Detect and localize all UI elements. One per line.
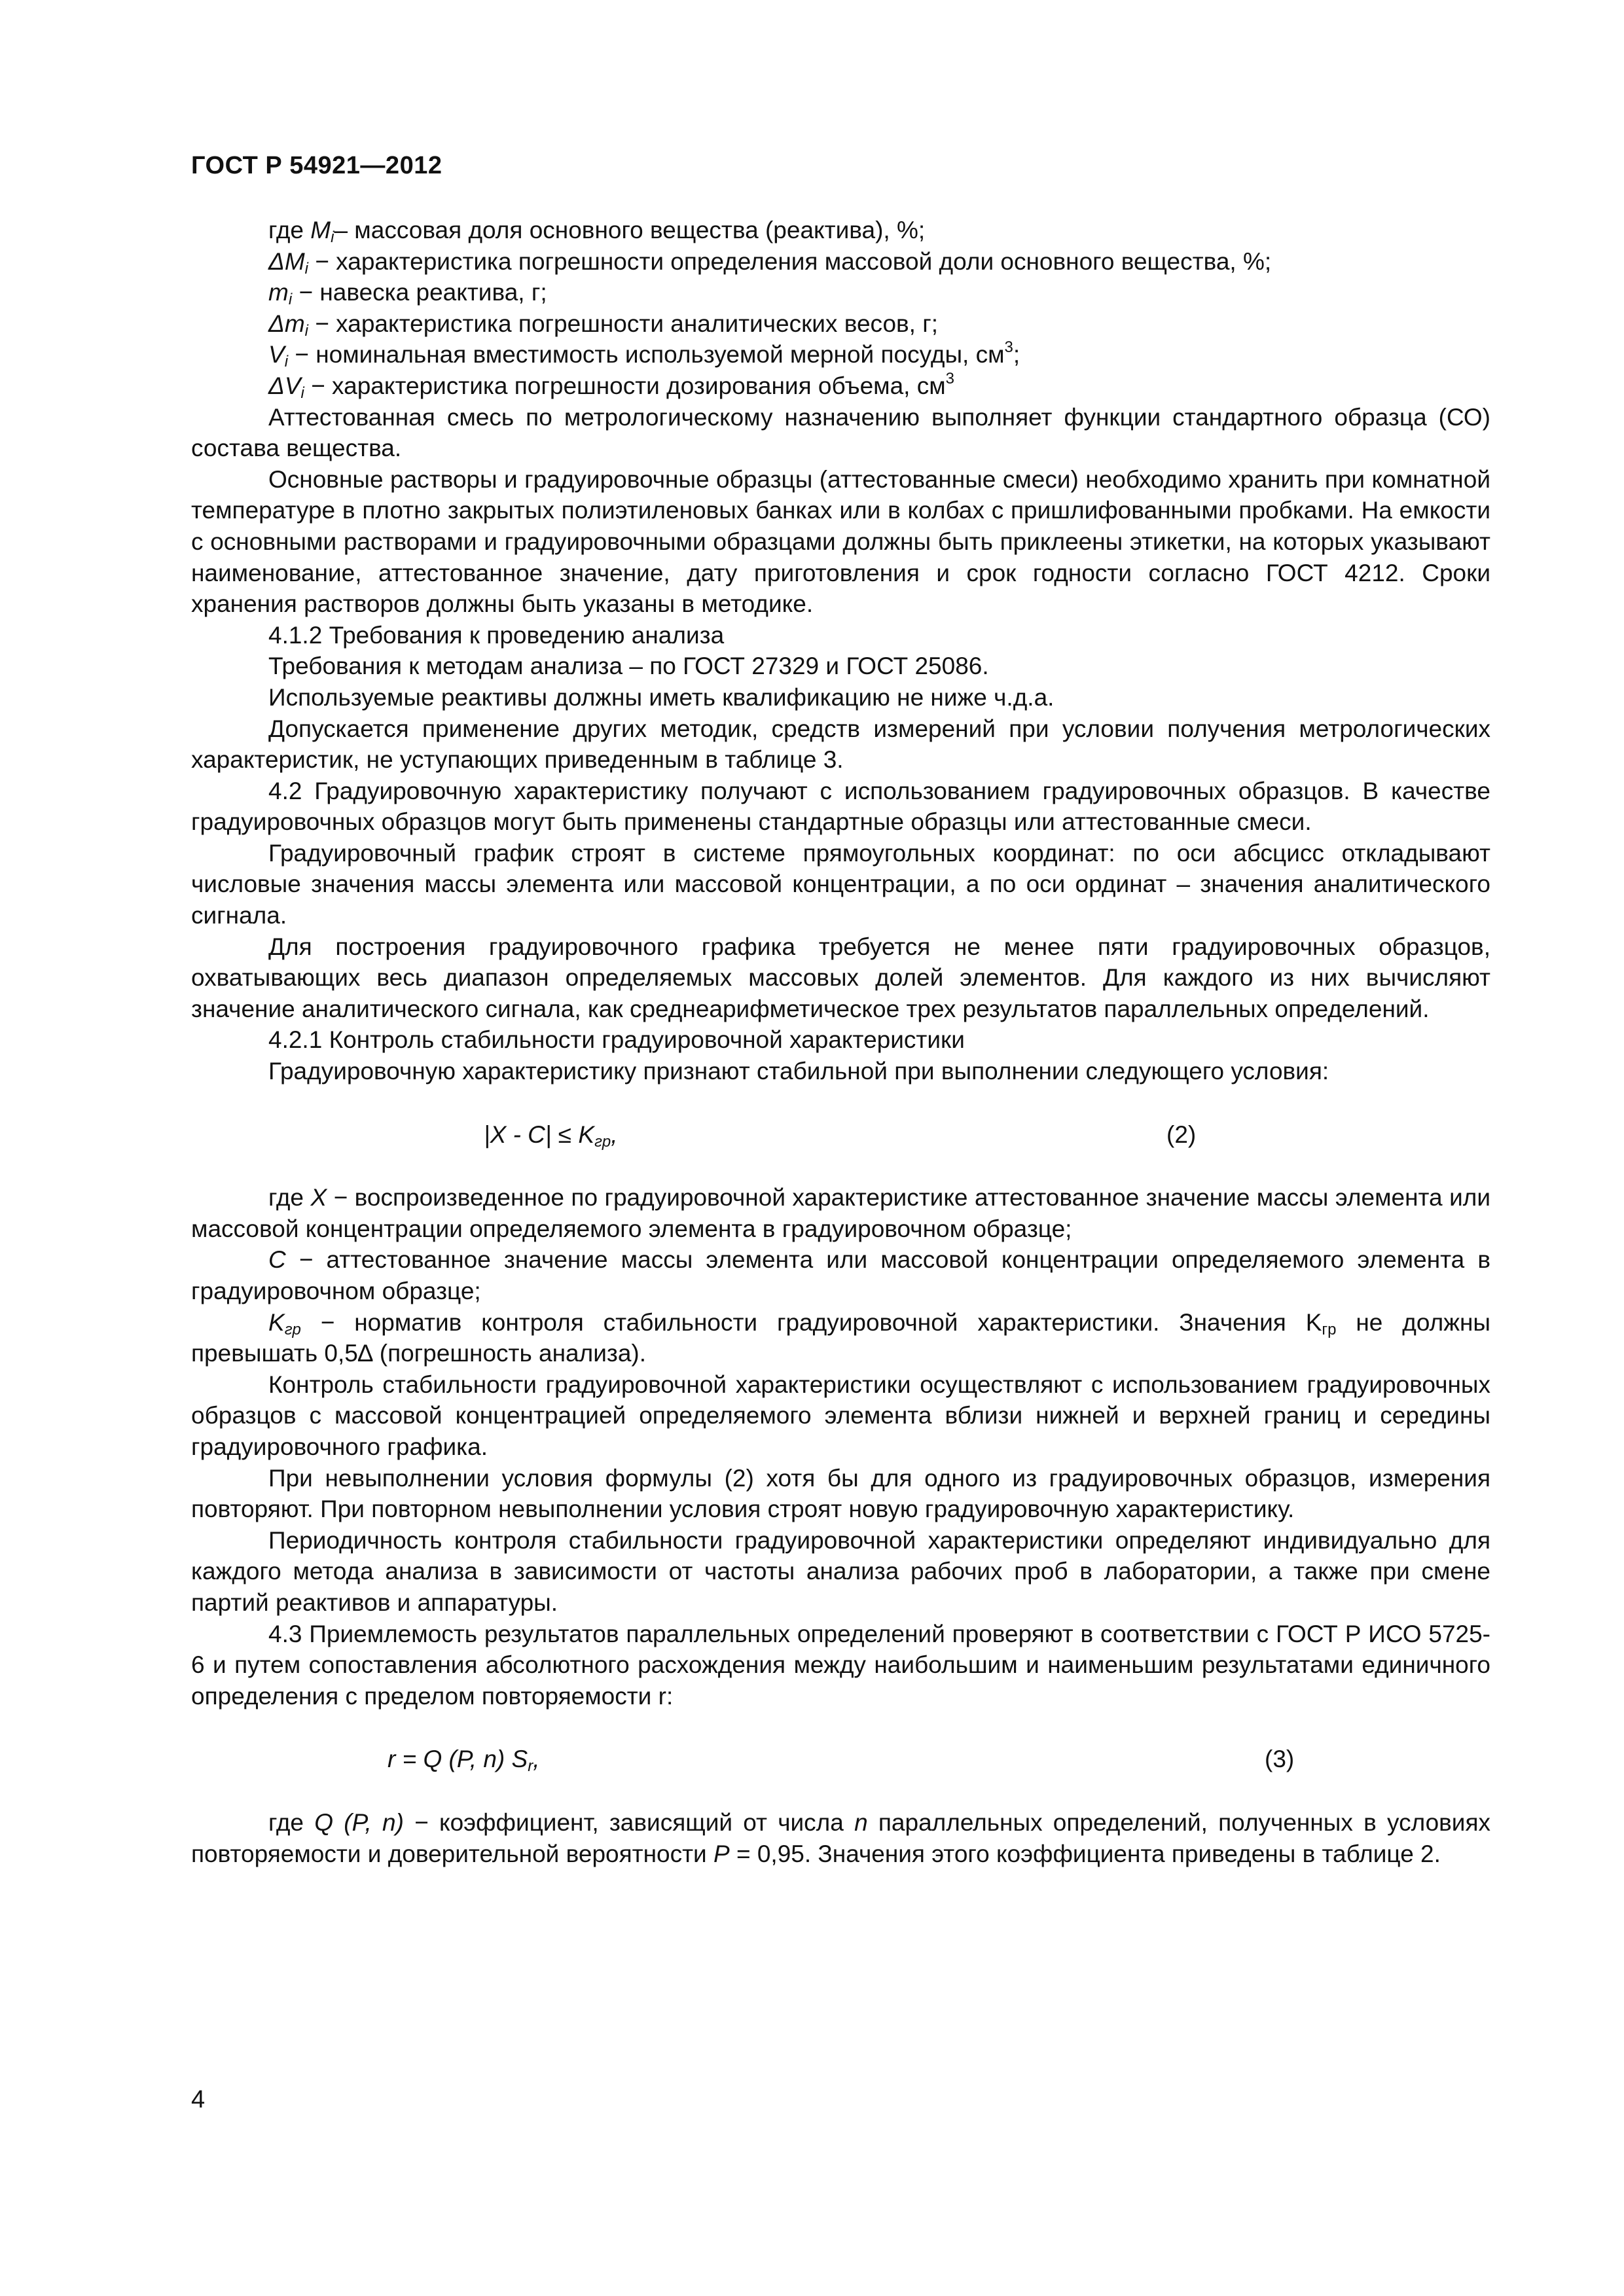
paragraph: При невыполнении условия формулы (2) хотя бы для одного из градуировочных образцов, измерения повторяют. При повторном невыполнении условия строят новую градуировочную характеристику. (191, 1464, 1490, 1523)
formula-3-number: (3) (1265, 1746, 1295, 1773)
paragraph: Контроль стабильности градуировочной характеристики осуществляют с использованием градуировочных образцов с массовой концентрацией определяемого элемента вблизи нижней и верхней границ и середины градуировочного графика. (191, 1371, 1490, 1460)
definition-delta-volume: $\Delta V_i$ − характеристика погрешности дозирования объема, $см^3$ (268, 369, 955, 402)
paragraph: Периодичность контроля стабильности градуировочной характеристики определяют индивидуально для каждого метода анализа в зависимости от частоты анализа рабочих проб в лаборатории, а также при смене партий реактивов и аппаратуры. (191, 1526, 1490, 1616)
formula-2-expression: $|X - C| \le K_{гр}$, (484, 1121, 618, 1151)
definition-k: $K_{гр}$ − норматив контроля стабильности градуировочной характеристики. Значения $K_{гр}$ не должны превышать 0,5∆ (погрешность анализа). (191, 1308, 1490, 1367)
definition-delta-m: $\Delta M_i$ − характеристика погрешности определения массовой доли основного вещества, %; (268, 247, 1272, 278)
formula-2-number: (2) (1166, 1121, 1197, 1148)
paragraph: Требования к методам анализа – по ГОСТ 27329 и ГОСТ 25086. (268, 653, 989, 680)
definition-m: где $M_i-$ массовая доля основного вещества (реактива), %; (268, 217, 926, 246)
formula-3-expression: r = Q (P, n) $S_r$, (388, 1746, 540, 1776)
section-heading-4-2-1: 4.2.1 Контроль стабильности градуировочной характеристики (268, 1026, 965, 1054)
formula-3 (191, 1744, 1490, 1775)
document-header: ГОСТ Р 54921—2012 (191, 152, 442, 179)
definition-c: C − аттестованное значение массы элемента или массовой концентрации определяемого элемента в градуировочном образце; (191, 1246, 1490, 1304)
definition-q: где Q (P, n) − коэффициент, зависящий от числа n параллельных определений, полученных в условиях повторяемости и доверительной вероятности P = 0,95. Значения этого коэффициента приведены в таблице 2. (191, 1808, 1491, 1867)
definition-mass: $m_i$ − навеска реактива, г; (268, 279, 547, 309)
formula-2 (191, 1119, 1490, 1151)
paragraph: Аттестованная смесь по метрологическому назначению выполняет функции стандартного образца (СО) состава вещества. (191, 403, 1490, 462)
definition-x: где X − воспроизведенное по градуировочной характеристике аттестованное значение массы элемента или массовой концентрации определяемого элемента в градуировочном образце; (191, 1184, 1490, 1242)
document-body (191, 215, 1490, 1869)
paragraph: Градуировочную характеристику признают стабильной при выполнении следующего условия: (268, 1058, 1329, 1085)
section-heading-4-1-2: 4.1.2 Требования к проведению анализа (268, 621, 725, 649)
paragraph: Градуировочный график строят в системе прямоугольных координат: по оси абсцисс откладывают числовые значения массы элемента или массовой концентрации, а по оси ординат – значения аналитического сигнала. (191, 839, 1490, 929)
section-4-2: 4.2 Градуировочную характеристику получают с использованием градуировочных образцов. В качестве градуировочных образцов могут быть применены стандартные образцы или аттестованные смеси. (191, 777, 1490, 836)
section-4-3: 4.3 Приемлемость результатов параллельных определений проверяют в соответствии с ГОСТ Р ИСО 5725-6 и путем сопоставления абсолютного расхождения между наибольшим и наименьшим результатами единичного определения с пределом повторяемости r: (191, 1620, 1490, 1710)
page-number: 4 (191, 2086, 206, 2113)
paragraph: Используемые реактивы должны иметь квалификацию не ниже ч.д.а. (268, 683, 1055, 711)
definition-volume: $V_i$ − номинальная вместимость используемой мерной посуды, $см^3$; (268, 338, 1020, 371)
definition-delta-mass: $\Delta m_i$ − характеристика погрешности аналитических весов, г; (268, 310, 939, 340)
paragraph: Допускается применение других методик, средств измерений при условии получения метрологических характеристик, не уступающих приведенным в таблице 3. (191, 715, 1490, 774)
paragraph: Для построения градуировочного графика требуется не менее пяти градуировочных образцов, охватывающих весь диапазон определяемых массовых долей элементов. Для каждого из них вычисляют значение аналитического сигнала, как среднеарифметическое трех результатов параллельных определений. (191, 933, 1490, 1022)
paragraph: Основные растворы и градуировочные образцы (аттестованные смеси) необходимо хранить при комнатной температуре в плотно закрытых полиэтиленовых банках или в колбах с пришлифованными пробками. На емкости с основными растворами и градуировочными образцами должны быть приклеены этикетки, на которых указывают наименование, аттестованное значение, дату приготовления и срок годности согласно ГОСТ 4212. Сроки хранения растворов должны быть указаны в методике. (191, 465, 1490, 618)
